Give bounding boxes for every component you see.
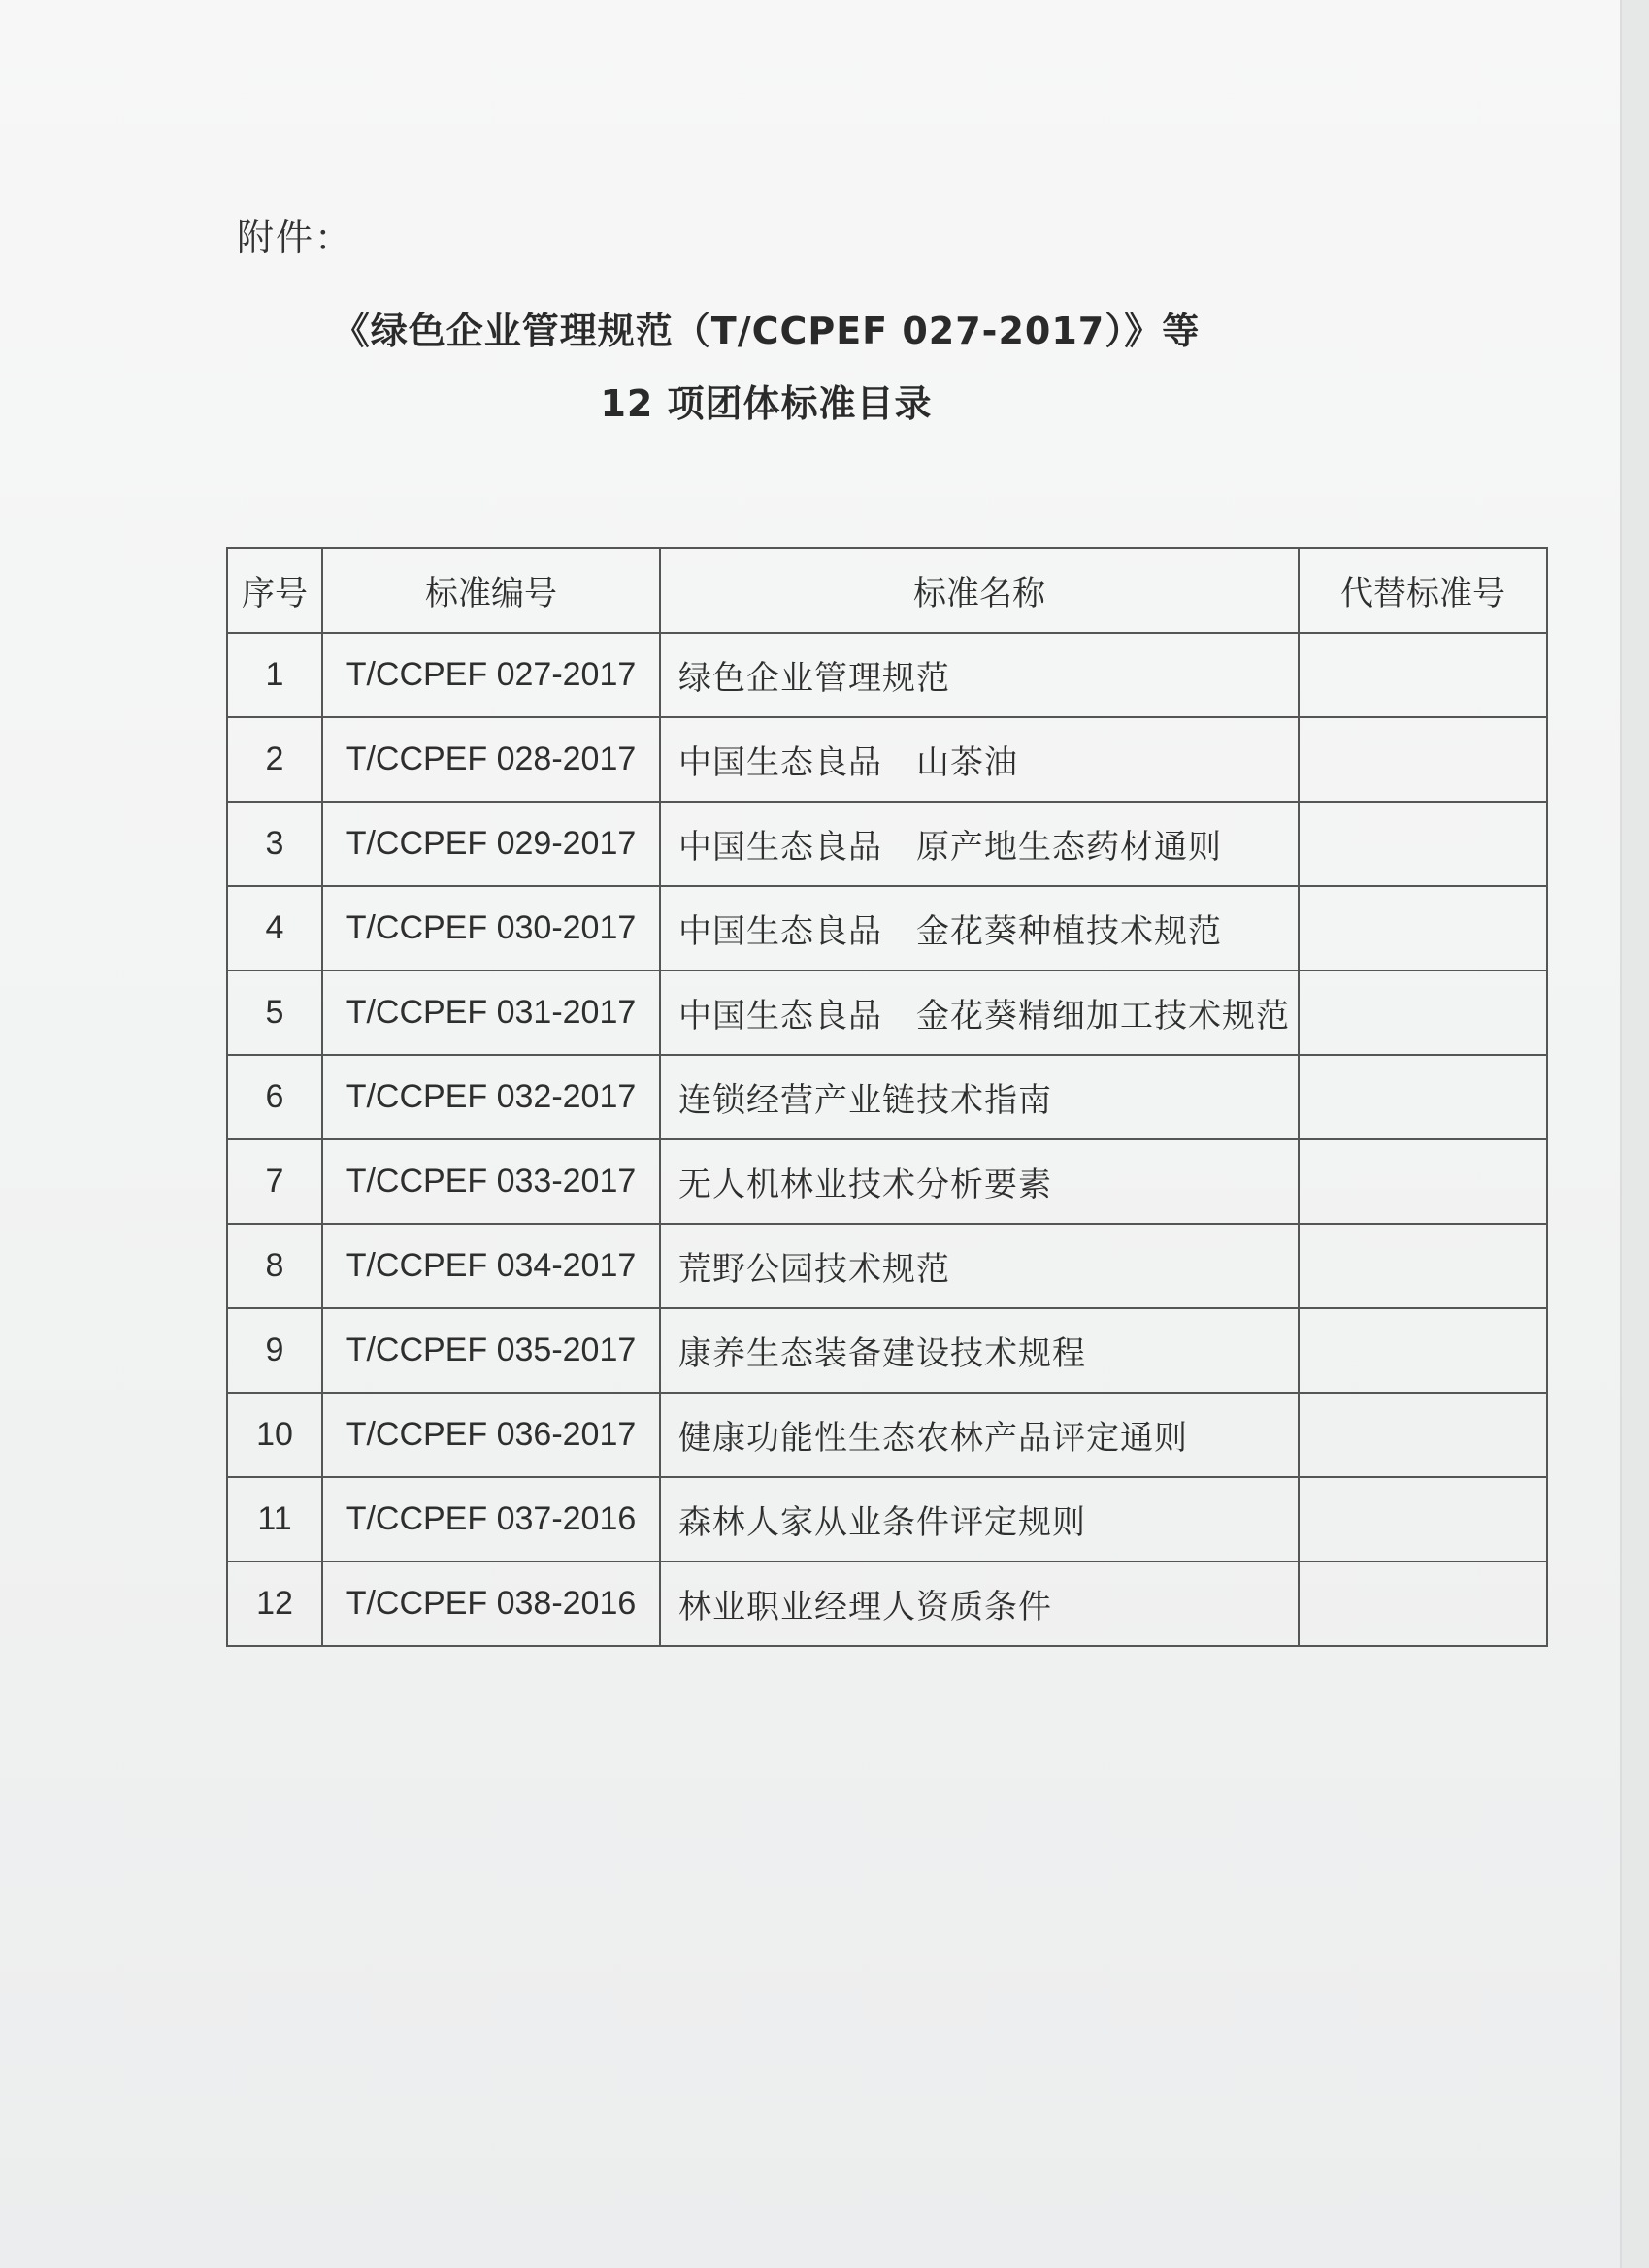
row-index: 4	[227, 886, 322, 970]
row-standard-name: 中国生态良品 金花葵精细加工技术规范	[660, 970, 1299, 1055]
row-standard-name: 无人机林业技术分析要素	[660, 1139, 1299, 1224]
header-index: 序号	[227, 548, 322, 633]
row-replaces	[1299, 1308, 1547, 1393]
row-index: 1	[227, 633, 322, 717]
row-standard-code: T/CCPEF 035-2017	[322, 1308, 660, 1393]
table-row	[227, 1055, 1547, 1139]
row-standard-code: T/CCPEF 032-2017	[322, 1055, 660, 1139]
row-standard-name: 林业职业经理人资质条件	[660, 1561, 1299, 1646]
table-row	[227, 1393, 1547, 1477]
row-standard-code: T/CCPEF 033-2017	[322, 1139, 660, 1224]
row-standard-code: T/CCPEF 031-2017	[322, 970, 660, 1055]
header-replaces: 代替标准号	[1299, 548, 1547, 633]
row-index: 10	[227, 1393, 322, 1477]
table-row	[227, 886, 1547, 970]
row-replaces	[1299, 1561, 1547, 1646]
table-row	[227, 1561, 1547, 1646]
table-row	[227, 802, 1547, 886]
row-index: 11	[227, 1477, 322, 1561]
row-replaces	[1299, 1477, 1547, 1561]
row-standard-code: T/CCPEF 037-2016	[322, 1477, 660, 1561]
row-standard-name: 中国生态良品 原产地生态药材通则	[660, 802, 1299, 886]
row-replaces	[1299, 886, 1547, 970]
row-standard-name: 荒野公园技术规范	[660, 1224, 1299, 1308]
row-standard-code: T/CCPEF 038-2016	[322, 1561, 660, 1646]
page-edge-shadow	[1622, 0, 1649, 2268]
row-index: 7	[227, 1139, 322, 1224]
row-standard-code: T/CCPEF 036-2017	[322, 1393, 660, 1477]
row-standard-name: 中国生态良品 山茶油	[660, 717, 1299, 802]
row-replaces	[1299, 633, 1547, 717]
row-replaces	[1299, 1139, 1547, 1224]
row-standard-code: T/CCPEF 028-2017	[322, 717, 660, 802]
row-standard-name: 绿色企业管理规范	[660, 633, 1299, 717]
table-row	[227, 1308, 1547, 1393]
row-standard-name: 森林人家从业条件评定规则	[660, 1477, 1299, 1561]
row-standard-code: T/CCPEF 030-2017	[322, 886, 660, 970]
row-standard-code: T/CCPEF 029-2017	[322, 802, 660, 886]
table-row	[227, 717, 1547, 802]
document-title-line-2: 12 项团体标准目录	[600, 382, 933, 425]
row-replaces	[1299, 802, 1547, 886]
row-index: 5	[227, 970, 322, 1055]
row-index: 9	[227, 1308, 322, 1393]
header-standard-name: 标准名称	[660, 548, 1299, 633]
row-replaces	[1299, 1393, 1547, 1477]
row-standard-name: 康养生态装备建设技术规程	[660, 1308, 1299, 1393]
table-row	[227, 1139, 1547, 1224]
row-index: 6	[227, 1055, 322, 1139]
row-standard-name: 连锁经营产业链技术指南	[660, 1055, 1299, 1139]
table-header-row	[227, 548, 1547, 633]
page-edge	[1620, 0, 1622, 2268]
row-index: 3	[227, 802, 322, 886]
row-index: 12	[227, 1561, 322, 1646]
document-title-line-1: 《绿色企业管理规范（T/CCPEF 027-2017）》等	[332, 310, 1201, 352]
table-row	[227, 1224, 1547, 1308]
row-standard-name: 健康功能性生态农林产品评定通则	[660, 1393, 1299, 1477]
header-standard-code: 标准编号	[322, 548, 660, 633]
attachment-label: 附件：	[237, 216, 354, 259]
table-row	[227, 633, 1547, 717]
row-index: 8	[227, 1224, 322, 1308]
row-index: 2	[227, 717, 322, 802]
table-row	[227, 970, 1547, 1055]
row-standard-name: 中国生态良品 金花葵种植技术规范	[660, 886, 1299, 970]
row-standard-code: T/CCPEF 027-2017	[322, 633, 660, 717]
row-replaces	[1299, 1224, 1547, 1308]
row-replaces	[1299, 717, 1547, 802]
row-replaces	[1299, 970, 1547, 1055]
standards-table	[226, 547, 1548, 1647]
table-row	[227, 1477, 1547, 1561]
row-replaces	[1299, 1055, 1547, 1139]
row-standard-code: T/CCPEF 034-2017	[322, 1224, 660, 1308]
